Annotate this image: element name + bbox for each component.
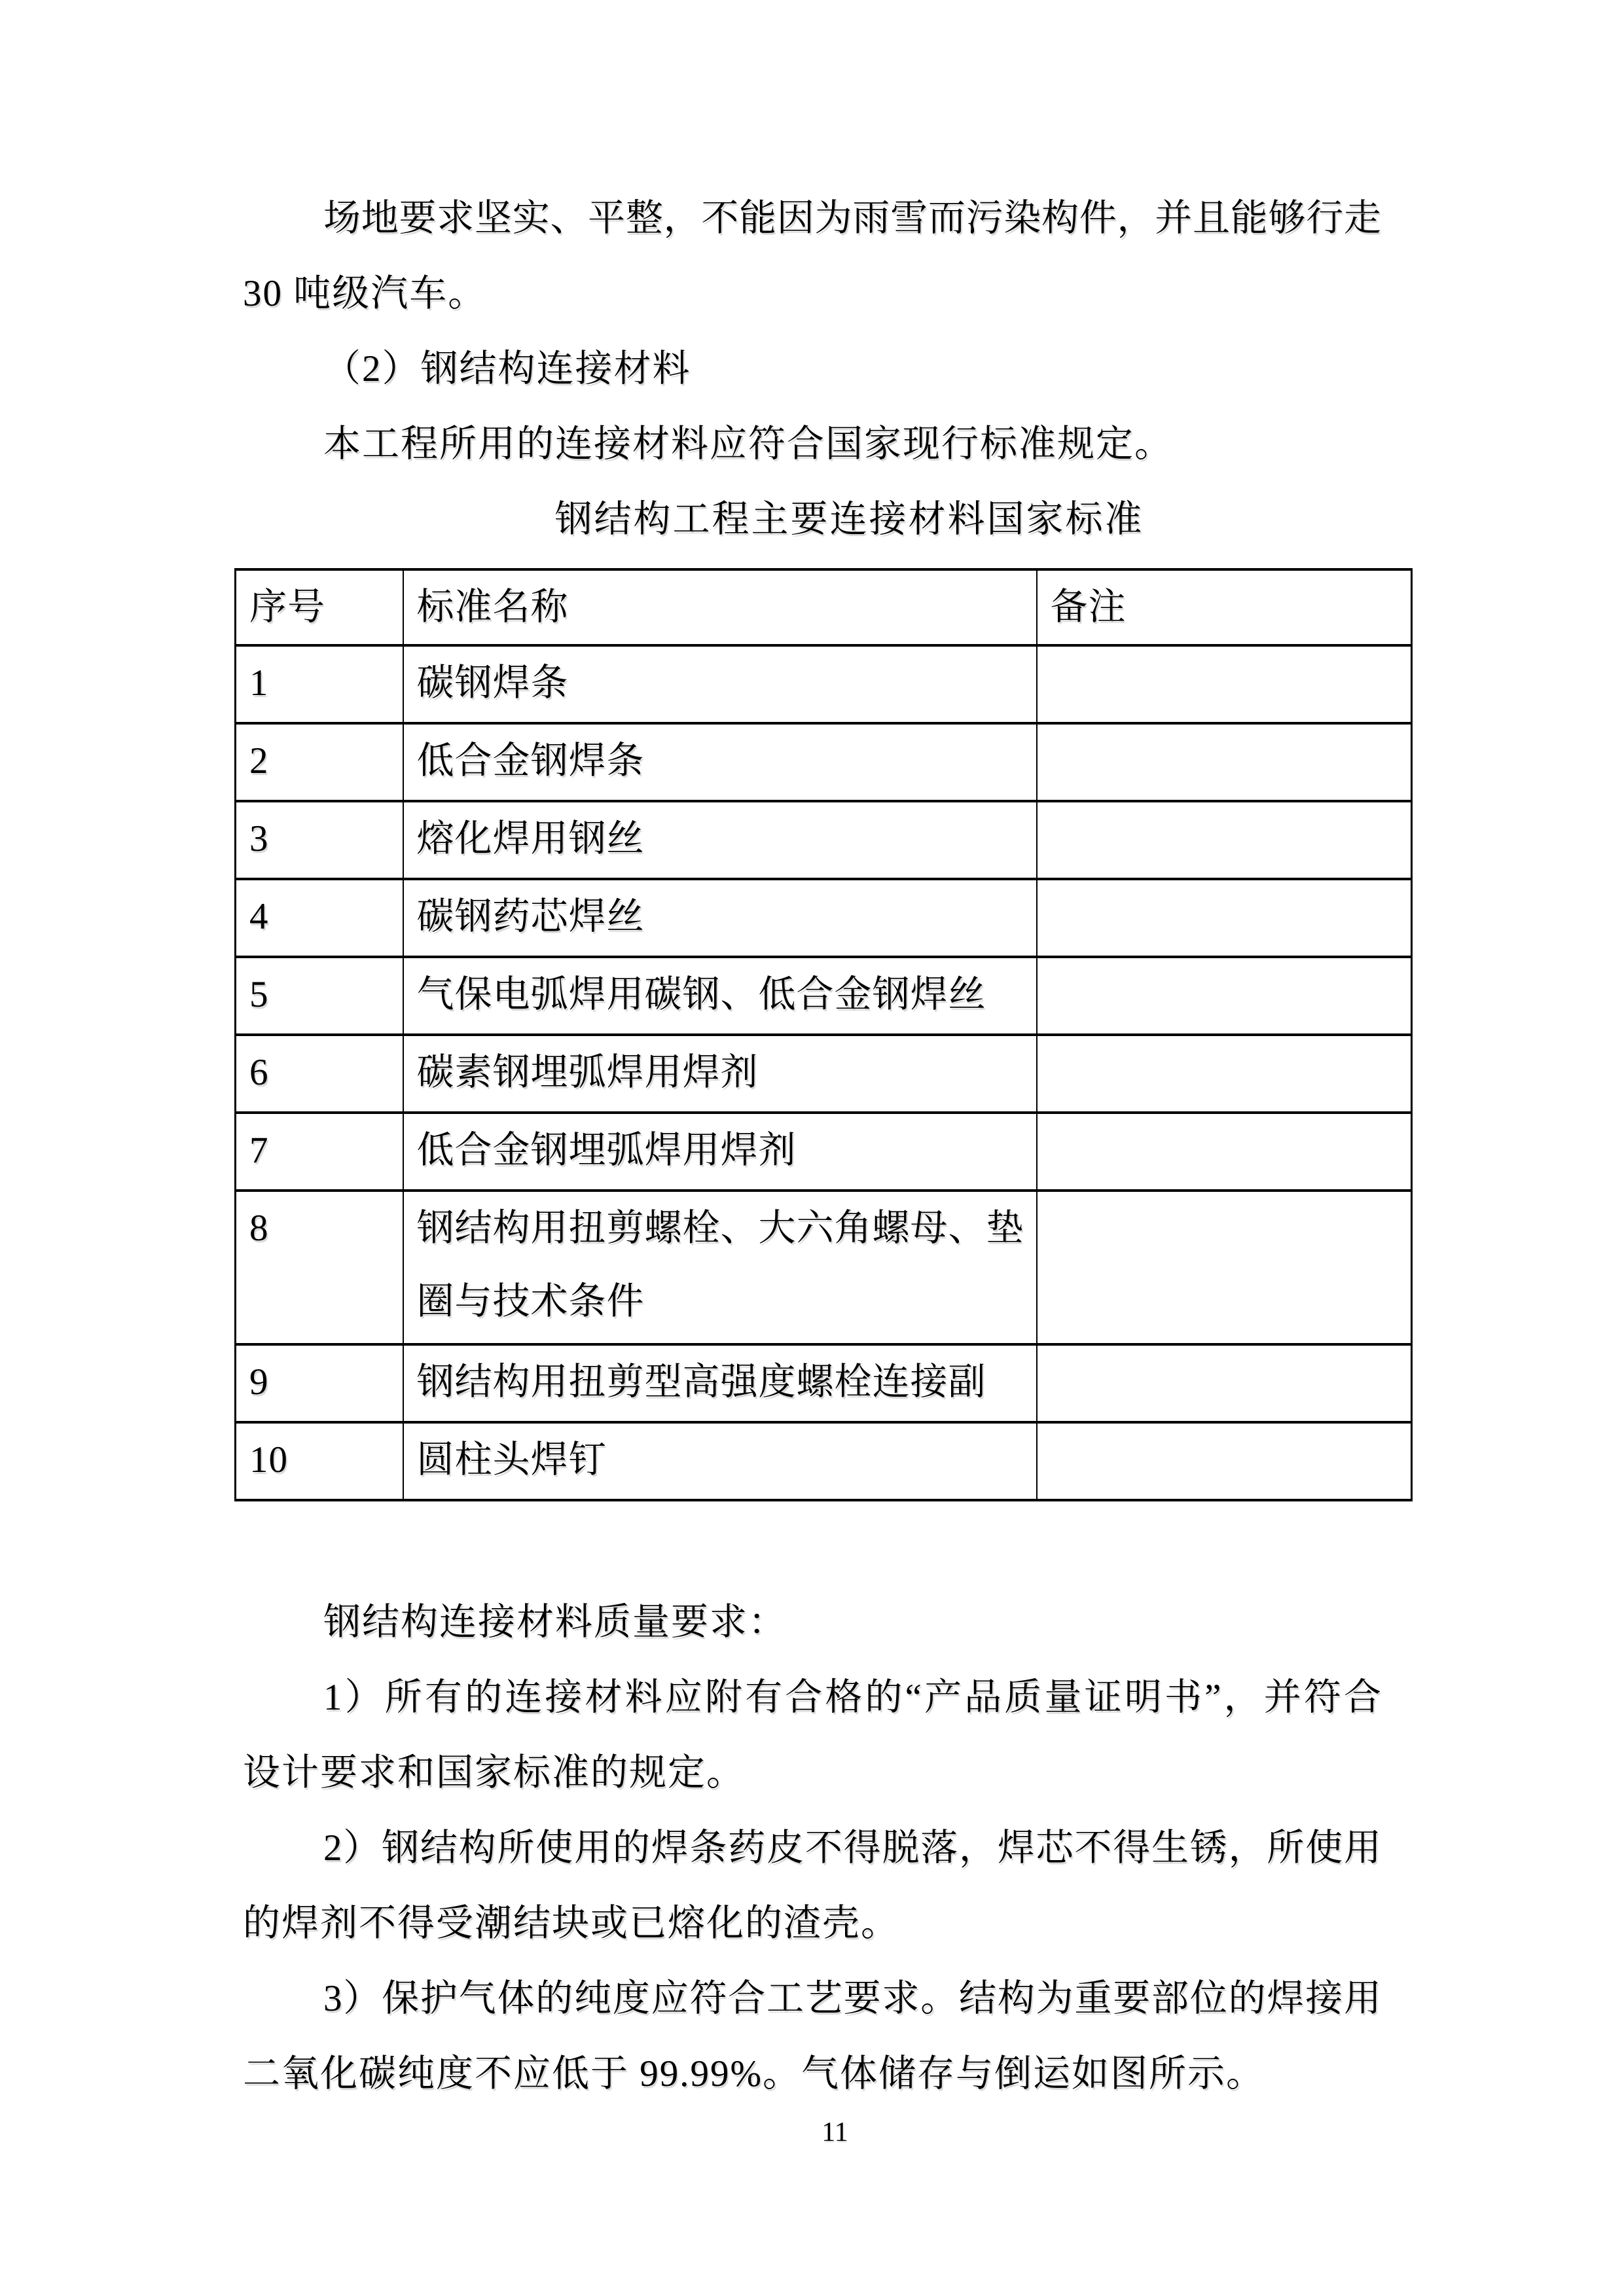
note-cell: [1037, 723, 1412, 801]
note-cell: [1037, 645, 1412, 723]
serial-cell: 3: [236, 801, 403, 879]
serial-cell: 7: [236, 1113, 403, 1191]
table-row: [236, 879, 1412, 957]
body-line: 2）钢结构所使用的焊条药皮不得脱落，焊芯不得生锈，所使用: [323, 1827, 1381, 1869]
page-number: 11: [821, 2117, 848, 2147]
standard-name-cell: 气保电弧焊用碳钢、低合金钢焊丝: [403, 957, 1037, 1035]
column-header-standard-name: 标准名称: [403, 569, 1037, 645]
table-row: [236, 1113, 1412, 1191]
serial-cell: 1: [236, 645, 403, 723]
table-row: [236, 1191, 1412, 1344]
body-line: （2）钢结构连接材料: [323, 348, 691, 389]
serial-cell: 4: [236, 879, 403, 957]
standard-name-cell: 圆柱头焊钉: [403, 1422, 1037, 1500]
serial-cell: 9: [236, 1344, 403, 1422]
column-header-note: 备注: [1037, 569, 1412, 645]
table-row: [236, 801, 1412, 879]
table-row: [236, 1035, 1412, 1113]
body-line: 设计要求和国家标准的规定。: [243, 1752, 745, 1793]
body-line: 本工程所用的连接材料应符合国家现行标准规定。: [323, 423, 1173, 465]
note-cell: [1037, 879, 1412, 957]
standard-name-cell: 钢结构用扭剪型高强度螺栓连接副: [403, 1344, 1037, 1422]
note-cell: [1037, 1035, 1412, 1113]
note-cell: [1037, 1344, 1412, 1422]
note-cell: [1037, 1113, 1412, 1191]
table-row: [236, 645, 1412, 723]
body-line: 的焊剂不得受潮结块或已熔化的渣壳。: [243, 1903, 899, 1944]
serial-cell: 2: [236, 723, 403, 801]
serial-cell: 10: [236, 1422, 403, 1500]
standard-name-cell: 低合金钢埋弧焊用焊剂: [403, 1113, 1037, 1191]
note-cell: [1037, 1191, 1412, 1344]
serial-cell: 6: [236, 1035, 403, 1113]
standard-name-cell: 碳素钢埋弧焊用焊剂: [403, 1035, 1037, 1113]
table-row: [236, 957, 1412, 1035]
table-title: 钢结构工程主要连接材料国家标准: [554, 499, 1144, 540]
body-line: 3）保护气体的纯度应符合工艺要求。结构为重要部位的焊接用: [323, 1978, 1381, 2019]
table-row: [236, 1344, 1412, 1422]
standard-name-cell: 熔化焊用钢丝: [403, 801, 1037, 879]
table-row: [236, 723, 1412, 801]
serial-cell: 8: [236, 1191, 403, 1344]
serial-cell: 5: [236, 957, 403, 1035]
body-line: 二氧化碳纯度不应低于 99.99%。气体储存与倒运如图所示。: [243, 2053, 1265, 2094]
standards-table: [234, 568, 1413, 1501]
body-line: 1）所有的连接材料应附有合格的“产品质量证明书”，并符合: [323, 1677, 1381, 1718]
standard-name-cell: 低合金钢焊条: [403, 723, 1037, 801]
column-header-serial: 序号: [236, 569, 403, 645]
document-body: [243, 181, 1381, 2111]
body-line: 钢结构连接材料质量要求：: [323, 1602, 787, 1643]
table-header-row: [236, 569, 1412, 645]
body-line: 30 吨级汽车。: [243, 273, 487, 314]
body-line: 场地要求坚实、平整，不能因为雨雪而污染构件，并且能够行走: [323, 198, 1381, 239]
note-cell: [1037, 957, 1412, 1035]
table-row: [236, 1422, 1412, 1500]
note-cell: [1037, 1422, 1412, 1500]
standard-name-cell: 碳钢药芯焊丝: [403, 879, 1037, 957]
note-cell: [1037, 801, 1412, 879]
standard-name-cell: 钢结构用扭剪螺栓、大六角螺母、垫圈与技术条件: [403, 1191, 1037, 1344]
standard-name-cell: 碳钢焊条: [403, 645, 1037, 723]
